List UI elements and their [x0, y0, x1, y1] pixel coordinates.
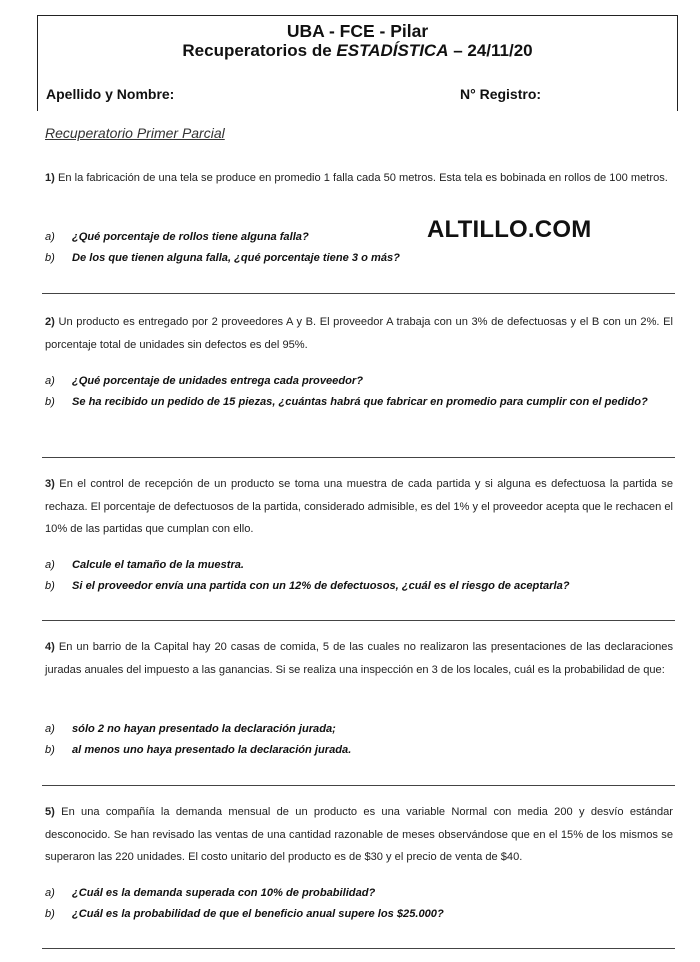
exam-title: [38, 41, 677, 61]
watermark: ALTILLO.COM: [427, 216, 592, 243]
item-text: De los que tienen alguna falla, ¿qué porcentaje tiene 3 o más?: [72, 252, 400, 264]
question-5-item-b: [45, 903, 673, 926]
item-letter: b): [45, 580, 55, 592]
item-text: Se ha recibido un pedido de 15 piezas, ¿cuántas habrá que fabricar en promedio para cumplir con el pedido?: [72, 396, 648, 408]
institution-title: UBA - FCE - Pilar: [286, 21, 429, 41]
exam-title-prefix: Recuperatorios de: [182, 41, 337, 60]
question-statement: Un producto es entregado por 2 proveedores A y B. El proveedor A trabaja con un 3% de defectuosas y el B con un 2%. El porcentaje total de unidades sin defectos es del 95%.: [45, 316, 673, 351]
question-4-text: [45, 636, 673, 681]
divider: [42, 293, 675, 294]
question-2-text: [45, 311, 673, 356]
question-4-item-a: [45, 718, 673, 741]
item-text: Calcule el tamaño de la muestra.: [72, 559, 245, 571]
exam-subject: ESTADÍSTICA: [336, 41, 449, 60]
question-number: 4): [45, 641, 55, 653]
item-text: al menos uno haya presentado la declaración jurada.: [72, 744, 352, 756]
question-5-item-a: [45, 882, 673, 905]
question-2-item-a: [45, 370, 673, 393]
item-letter: a): [45, 723, 55, 735]
exam-header: [37, 15, 678, 111]
item-text: ¿Cuál es la demanda superada con 10% de probabilidad?: [72, 887, 376, 899]
question-3-item-a: [45, 554, 673, 577]
question-5-text: [45, 801, 673, 869]
question-3-text: [45, 473, 673, 541]
item-text: Si el proveedor envía una partida con un 12% de defectuosos, ¿cuál es el riesgo de aceptarla?: [72, 580, 570, 592]
item-text: ¿Cuál es la probabilidad de que el beneficio anual supere los $25.000?: [72, 908, 444, 920]
question-4-item-b: [45, 739, 673, 762]
question-statement: En la fabricación de una tela se produce en promedio 1 falla cada 50 metros. Esta tela es bobinada en rollos de 100 metros.: [54, 172, 668, 184]
question-number: 1): [45, 172, 55, 184]
item-letter: b): [45, 744, 55, 756]
divider: [42, 457, 675, 458]
registry-number-label: N° Registro:: [460, 86, 542, 102]
question-1-item-b: [45, 247, 673, 270]
item-text: ¿Qué porcentaje de rollos tiene alguna falla?: [72, 231, 309, 243]
section-title: Recuperatorio Primer Parcial: [45, 125, 225, 141]
question-number: 2): [45, 316, 55, 328]
divider: [42, 785, 675, 786]
question-2-item-b: [45, 391, 673, 414]
exam-date: – 24/11/20: [448, 41, 533, 60]
item-letter: b): [45, 908, 55, 920]
item-letter: a): [45, 887, 55, 899]
item-letter: a): [45, 231, 55, 243]
divider: [42, 948, 675, 949]
item-letter: a): [45, 559, 55, 571]
divider: [42, 620, 675, 621]
question-number: 5): [45, 806, 55, 818]
student-name-label: Apellido y Nombre:: [46, 86, 175, 102]
question-statement: En un barrio de la Capital hay 20 casas de comida, 5 de las cuales no realizaron las presentaciones de las declaraciones juradas anuales del impuesto a las ganancias. Si se realiza una inspección en 3 de los locales, cuál es la probabilidad de que:: [45, 641, 673, 676]
question-3-item-b: [45, 575, 673, 598]
item-letter: b): [45, 252, 55, 264]
item-text: ¿Qué porcentaje de unidades entrega cada proveedor?: [72, 375, 363, 387]
question-statement: En el control de recepción de un producto se toma una muestra de cada partida y si alguna es defectuosa la partida se rechaza. El porcentaje de defectuosos de la partida, considerado admisible, es del 1% y el proveedor acepta que le rechacen el 10% de las partidas que cumplan con ello.: [45, 478, 673, 535]
question-1-item-a: [45, 226, 673, 249]
question-1-text: [45, 167, 673, 190]
item-letter: a): [45, 375, 55, 387]
question-statement: En una compañía la demanda mensual de un producto es una variable Normal con media 200 y desvío estándar desconocido. Se han revisado las ventas de una cantidad razonable de meses observándose que en el 15% de los mismos se superaron las 220 unidades. El costo unitario del producto es de $30 y el precio de venta de $40.: [45, 806, 673, 863]
question-number: 3): [45, 478, 55, 490]
item-text: sólo 2 no hayan presentado la declaración jurada;: [72, 723, 336, 735]
item-letter: b): [45, 396, 55, 408]
